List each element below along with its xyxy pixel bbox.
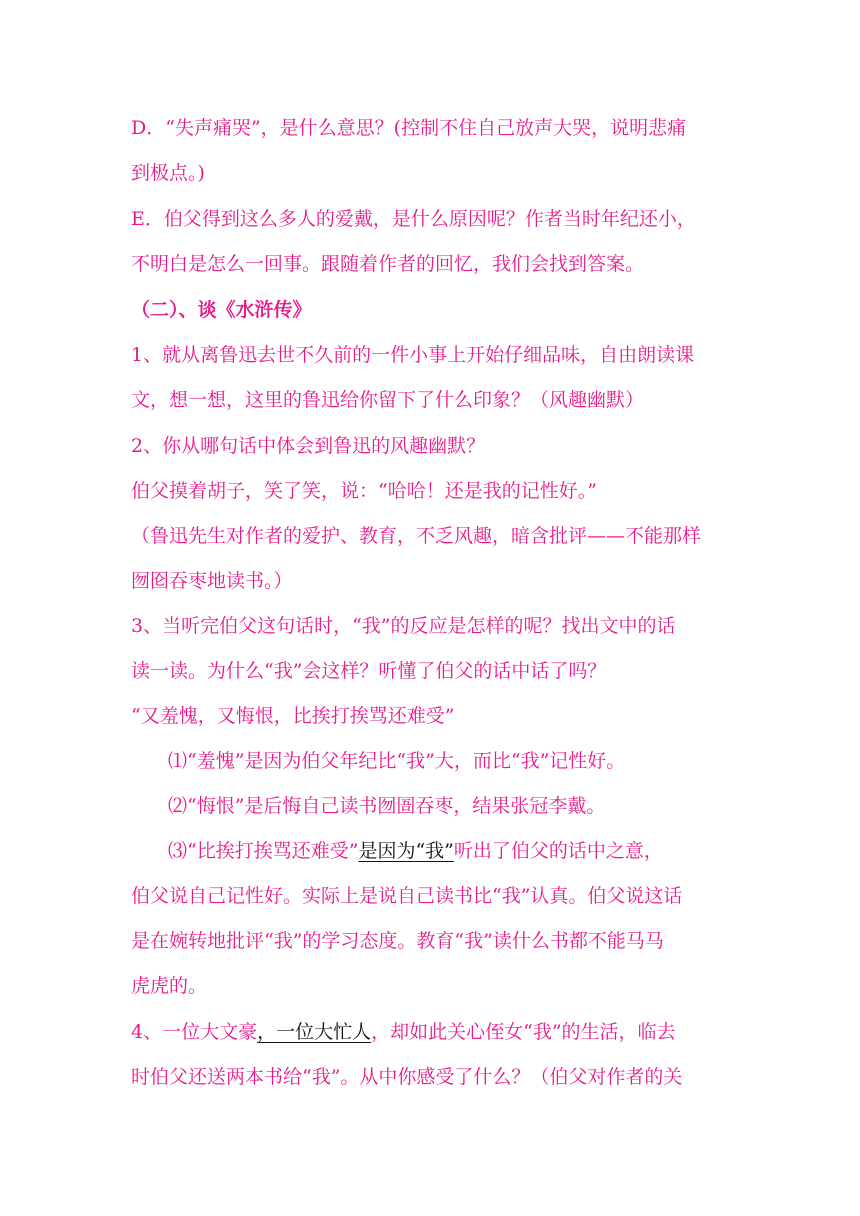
text-line: ⑴“羞愧”是因为伯父年纪比“我”大，而比“我”记性好。 (168, 750, 626, 772)
text-line: 是在婉转地批评“我”的学习态度。教育“我”读什么书都不能马马 (131, 930, 664, 952)
text-line: “又羞愧，又悔恨，比挨打挨骂还难受” (131, 705, 455, 727)
text-line: E．伯父得到这么多人的爱戴，是什么原因呢？作者当时年纪还小， (131, 208, 696, 230)
text-line: 1、就从离鲁迅去世不久前的一件小事上开始仔细品味，自由朗读课 (131, 344, 695, 366)
text-line: 虎虎的。 (131, 975, 208, 997)
text-span: ，却如此关心侄女“我”的生活，临去 (371, 1021, 676, 1043)
text-line: （鲁迅先生对作者的爱护、教育，不乏风趣，暗含批评——不能那样 (131, 525, 702, 547)
text-line: 3、当听完伯父这句话时，“我”的反应是怎样的呢？找出文中的话 (131, 615, 676, 637)
text-span: ⑶“比挨打挨骂还难受” (168, 840, 359, 862)
underlined-text: ，一位大忙人 (257, 1021, 372, 1043)
text-line: 到极点。) (131, 162, 205, 184)
text-span: 听出了伯父的话中之意， (453, 840, 663, 862)
section-heading: （二）、谈《水浒传》 (131, 299, 312, 321)
text-line: 时伯父还送两本书给“我”。从中你感受了什么？（伯父对作者的关 (131, 1066, 683, 1088)
text-line: 伯父说自己记性好。实际上是说自己读书比“我”认真。伯父说这话 (131, 885, 683, 907)
text-line: ⑵“悔恨”是后悔自己读书囫圄吞枣，结果张冠李戴。 (168, 795, 606, 817)
text-line: 2、你从哪句话中体会到鲁迅的风趣幽默？ (131, 435, 486, 457)
text-line: D．“失声痛哭”，是什么意思？(控制不住自己放声大哭，说明悲痛 (131, 117, 687, 139)
text-line: 文，想一想，这里的鲁迅给你留下了什么印象？（风趣幽默） (131, 389, 645, 411)
text-line: 读一读。为什么“我”会这样？听懂了伯父的话中话了吗？ (131, 660, 607, 682)
text-line (131, 1019, 676, 1045)
text-line: 不明白是怎么一回事。跟随着作者的回忆，我们会找到答案。 (131, 253, 645, 275)
text-span: 4、一位大文豪 (131, 1021, 258, 1043)
text-line: 伯父摸着胡子，笑了笑，说：“哈哈！还是我的记性好。” (131, 480, 597, 502)
underlined-text: 是因为“我” (358, 840, 454, 862)
text-line (168, 838, 663, 864)
text-line: 囫囵吞枣地读书。） (131, 570, 293, 592)
